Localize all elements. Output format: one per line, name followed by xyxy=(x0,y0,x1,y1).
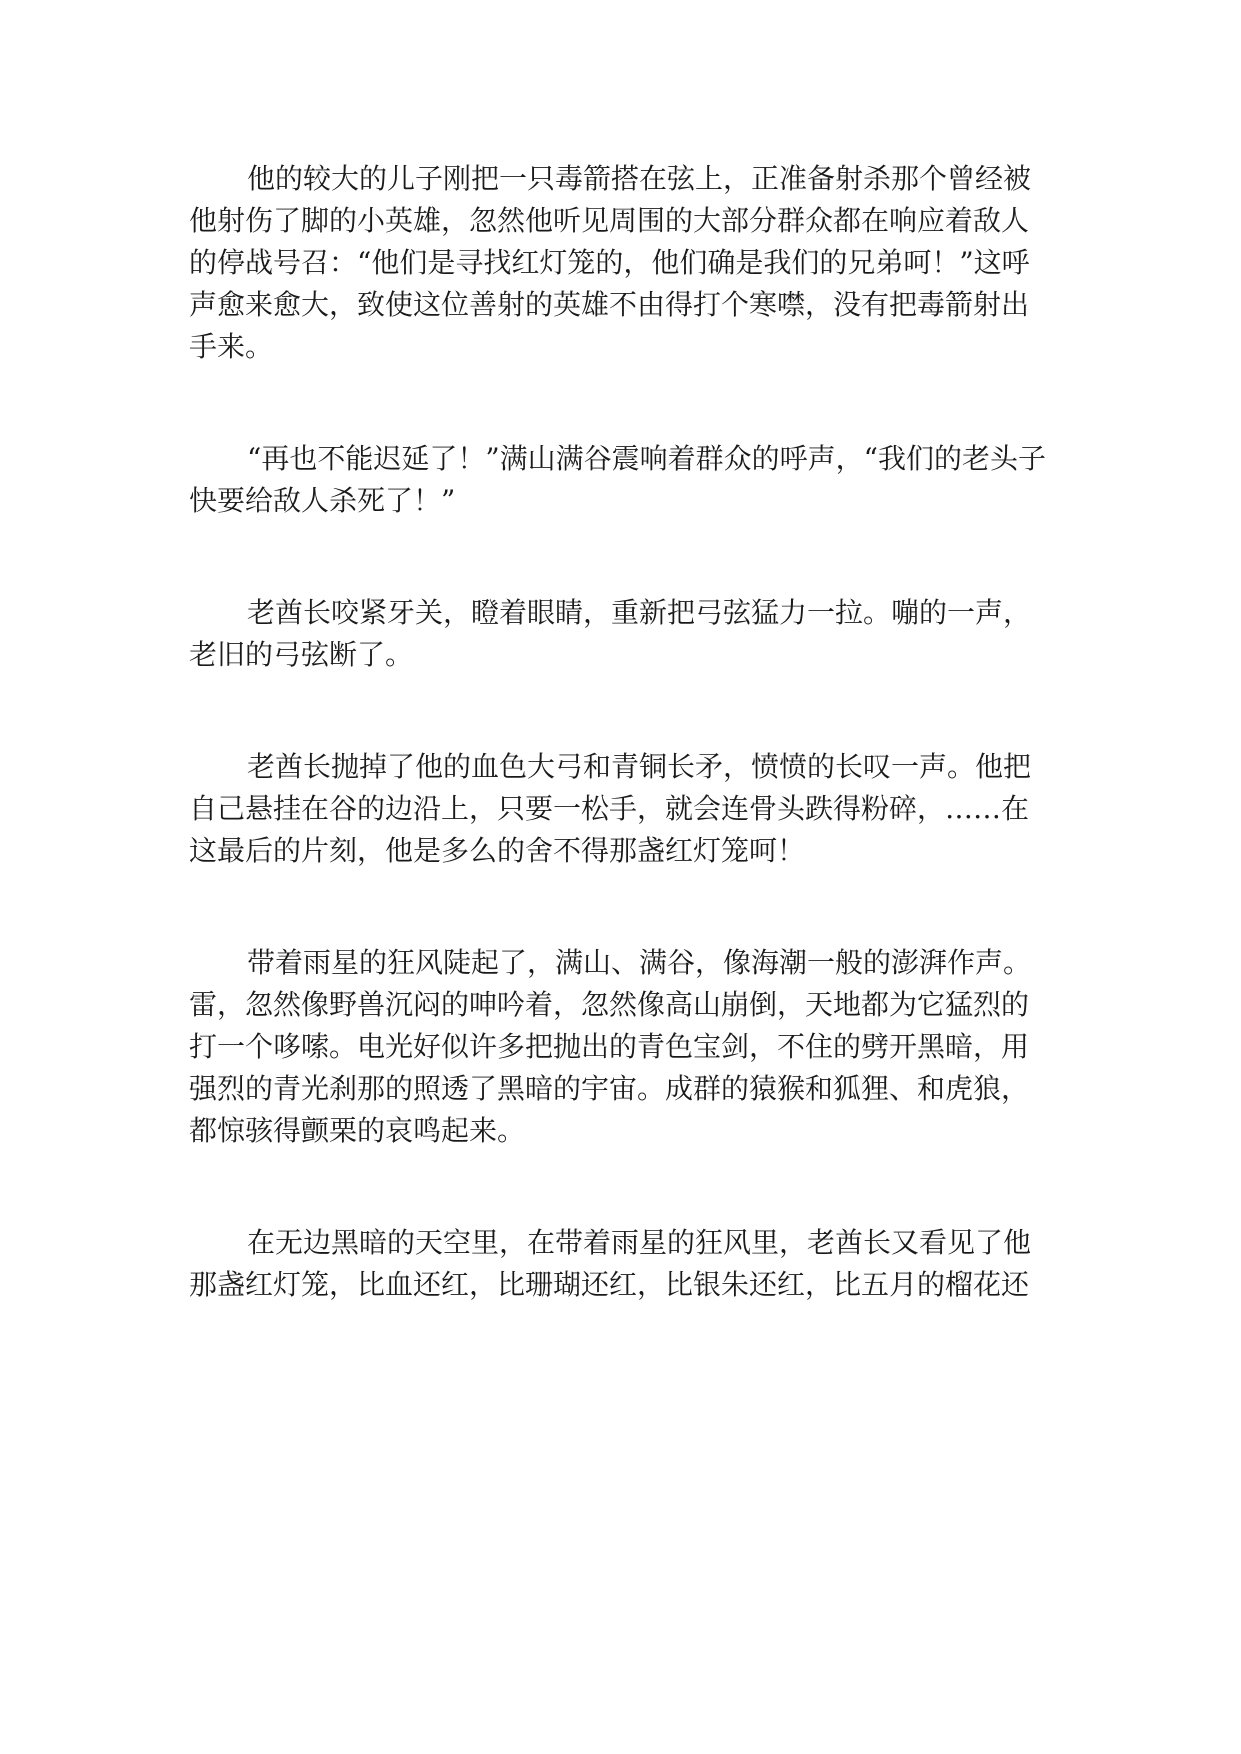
text-line: 这最后的片刻，他是多么的舍不得那盏红灯笼呵！ xyxy=(189,834,806,867)
paragraph-gap xyxy=(189,1152,1059,1222)
paragraph xyxy=(189,592,1059,676)
paragraph xyxy=(189,746,1059,872)
paragraph-gap xyxy=(189,522,1059,592)
paragraph-gap xyxy=(189,872,1059,942)
text-line: 老酋长咬紧牙关，瞪着眼睛，重新把弓弦猛力一拉。嘣的一声， xyxy=(247,596,1032,629)
text-line: 快要给敌人杀死了！” xyxy=(189,484,456,517)
text-line: 老旧的弓弦断了。 xyxy=(189,638,414,671)
paragraph-gap xyxy=(189,676,1059,746)
text-line: 他的较大的儿子刚把一只毒箭搭在弦上，正准备射杀那个曾经被 xyxy=(247,162,1032,195)
text-line: 强烈的青光刹那的照透了黑暗的宇宙。成群的猿猴和狐狸、和虎狼， xyxy=(189,1072,1030,1105)
text-line: 在无边黑暗的天空里，在带着雨星的狂风里，老酋长又看见了他 xyxy=(247,1226,1032,1259)
text-line: 带着雨星的狂风陡起了，满山、满谷，像海潮一般的澎湃作声。 xyxy=(247,946,1032,979)
text-line: 老酋长抛掉了他的血色大弓和青铜长矛，愤愤的长叹一声。他把 xyxy=(247,750,1032,783)
paragraph xyxy=(189,158,1059,368)
text-line: 他射伤了脚的小英雄，忽然他听见周围的大部分群众都在响应着敌人 xyxy=(189,204,1030,237)
text-line: 手来。 xyxy=(189,330,274,363)
body-text xyxy=(189,158,1059,1306)
text-line: “再也不能迟延了！”满山满谷震响着群众的呼声，“我们的老头子 xyxy=(247,442,1046,475)
text-line: 都惊骇得颤栗的哀鸣起来。 xyxy=(189,1114,526,1147)
paragraph xyxy=(189,942,1059,1152)
text-line: 声愈来愈大，致使这位善射的英雄不由得打个寒噤，没有把毒箭射出 xyxy=(189,288,1030,321)
text-line: 打一个哆嗦。电光好似许多把抛出的青色宝剑，不住的劈开黑暗，用 xyxy=(189,1030,1030,1063)
text-line: 雷，忽然像野兽沉闷的呻吟着，忽然像高山崩倒，天地都为它猛烈的 xyxy=(189,988,1030,1021)
paragraph xyxy=(189,1222,1059,1306)
paragraph xyxy=(189,438,1059,522)
text-line: 自己悬挂在谷的边沿上，只要一松手，就会连骨头跌得粉碎，……在 xyxy=(189,792,1030,825)
paragraph-gap xyxy=(189,368,1059,438)
text-line: 那盏红灯笼，比血还红，比珊瑚还红，比银朱还红，比五月的榴花还 xyxy=(189,1268,1030,1301)
text-line: 的停战号召：“他们是寻找红灯笼的，他们确是我们的兄弟呵！”这呼 xyxy=(189,246,1030,279)
